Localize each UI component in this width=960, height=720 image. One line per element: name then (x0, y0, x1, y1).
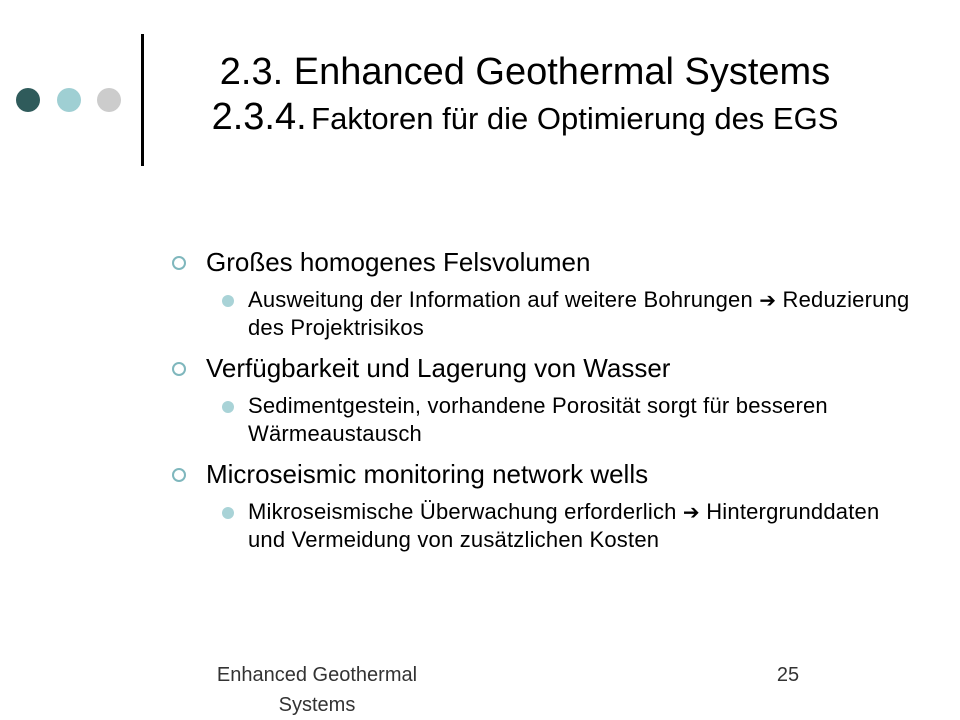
sub-bullet-list (172, 286, 912, 342)
dot-bullet-icon (222, 295, 234, 307)
level1-bullet (172, 352, 912, 384)
level1-text: Verfügbarkeit und Lagerung von Wasser (206, 353, 671, 383)
sub-text-before: Mikroseismische Überwachung erforderlich (248, 499, 677, 524)
title-section-text: Faktoren für die Optimierung des EGS (311, 100, 839, 136)
sub-text-after: Hintergrunddaten und Vermeidung von zusätzlichen Kosten (248, 499, 880, 552)
title-section-number: 2.3.4. (211, 95, 307, 138)
ring-bullet-icon (172, 362, 186, 376)
level1-text: Microseismic monitoring network wells (206, 459, 649, 489)
level2-bullet (172, 392, 912, 448)
title-line-1: 2.3. Enhanced Geothermal Systems (219, 51, 831, 93)
sub-bullet-list (172, 498, 912, 554)
right-arrow-icon: ➔ (759, 288, 777, 312)
dot-bullet-icon (222, 507, 234, 519)
footer-title: Enhanced Geothermal Systems (216, 664, 418, 716)
decorative-dot-dark (16, 88, 40, 112)
level1-text: Großes homogenes Felsvolumen (206, 247, 591, 277)
bullet-item (172, 246, 912, 342)
title-line-2 (160, 95, 890, 140)
level1-bullet (172, 246, 912, 278)
sub-text-before: Ausweitung der Information auf weitere Bohrungen (248, 287, 753, 312)
level2-bullet (172, 286, 912, 342)
dot-bullet-icon (222, 401, 234, 413)
decorative-dot-light (97, 88, 121, 112)
right-arrow-icon: ➔ (682, 500, 700, 524)
sub-text-before: Sedimentgestein, vorhandene Porosität sorgt für besseren Wärmeaustausch (248, 393, 828, 446)
sub-bullet-list (172, 392, 912, 448)
slide-title (160, 50, 890, 140)
page-number: 25 (776, 664, 800, 686)
ring-bullet-icon (172, 256, 186, 270)
ring-bullet-icon (172, 468, 186, 482)
bullet-item (172, 352, 912, 448)
sub-text-after: Reduzierung des Projektrisikos (248, 287, 910, 340)
title-vertical-rule (141, 34, 144, 166)
level2-bullet (172, 498, 912, 554)
bullet-item (172, 458, 912, 554)
level1-bullet (172, 458, 912, 490)
bullet-list (172, 246, 912, 564)
decorative-dot-teal (57, 88, 81, 112)
